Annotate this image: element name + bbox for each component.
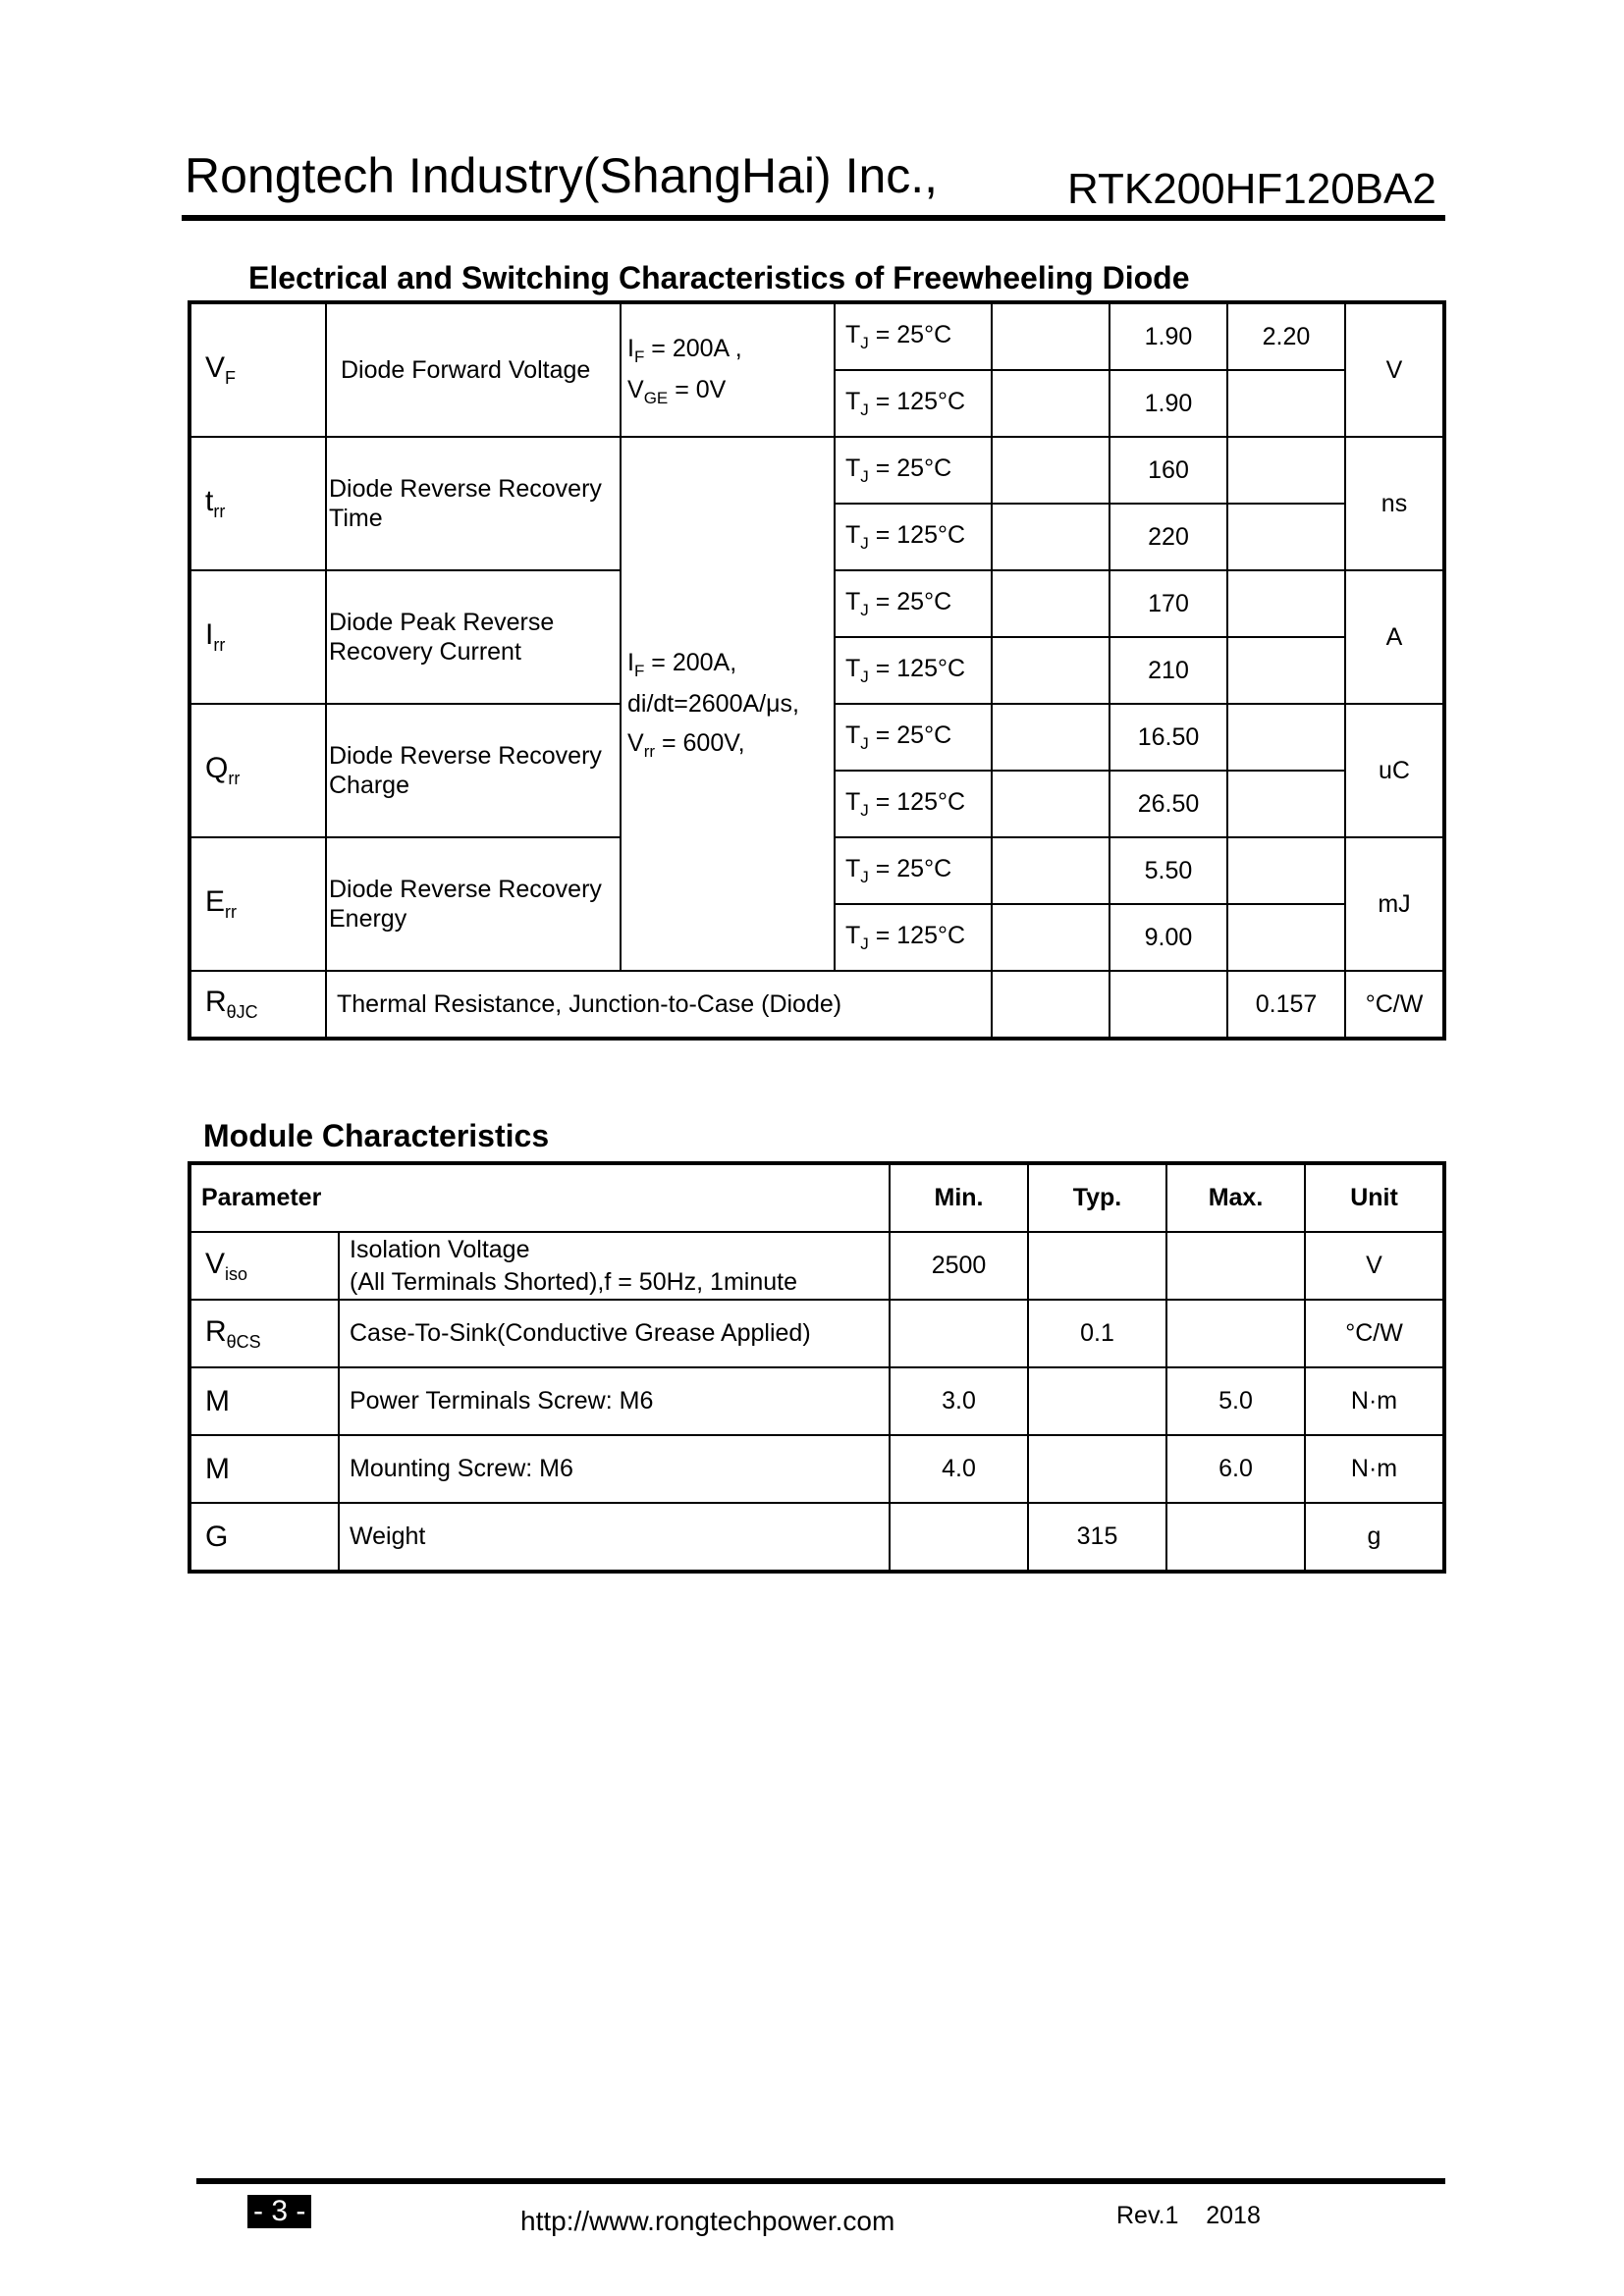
typ-cell: 315 [1028,1503,1166,1572]
tj-cell: $T_J = 25^\circ C$ [835,570,992,637]
max-cell: 2.20 [1227,302,1345,370]
max-cell: 6.0 [1166,1435,1305,1503]
module-characteristics-table [188,1161,1446,1574]
footer-divider [196,2178,1445,2184]
description-vf: Diode Forward Voltage [326,302,621,437]
model-number: RTK200HF120BA2 [1067,165,1436,213]
symbol-trr: $t_{rr}$ [189,437,326,570]
table-row [189,1300,1444,1367]
min-cell [992,904,1110,971]
diode-characteristics-table [188,300,1446,1041]
typ-cell: 160 [1110,437,1227,504]
table-header-row [189,1163,1444,1232]
min-cell [992,971,1110,1039]
max-cell: 0.157 [1227,971,1345,1039]
tj-cell: $T_J = 125^\circ C$ [835,771,992,837]
typ-cell: 16.50 [1110,704,1227,771]
header-unit: Unit [1305,1163,1444,1232]
symbol-m-power: M [189,1367,339,1435]
table-row [189,437,1444,504]
unit-irr: A [1345,570,1444,704]
table-row [189,1232,1444,1300]
unit-cell: N·m [1305,1435,1444,1503]
unit-cell: °C/W [1305,1300,1444,1367]
min-cell: 4.0 [890,1435,1028,1503]
symbol-vf: $V_F$ [189,302,326,437]
typ-cell: 1.90 [1110,302,1227,370]
unit-trr: ns [1345,437,1444,570]
unit-cell: g [1305,1503,1444,1572]
min-cell [890,1503,1028,1572]
max-cell [1227,704,1345,771]
typ-cell: 0.1 [1028,1300,1166,1367]
symbol-g: G [189,1503,339,1572]
min-cell [890,1300,1028,1367]
unit-qrr: uC [1345,704,1444,837]
min-cell: 3.0 [890,1367,1028,1435]
header-typ: Typ. [1028,1163,1166,1232]
description-irr: Diode Peak Reverse Recovery Current [326,570,621,704]
max-cell [1166,1503,1305,1572]
table-row [189,1435,1444,1503]
typ-cell: 1.90 [1110,370,1227,437]
page-number: - 3 - [247,2195,311,2228]
description-mounting-screw: Mounting Screw: M6 [339,1435,890,1503]
max-cell [1227,837,1345,904]
description-err: Diode Reverse Recovery Energy [326,837,621,971]
description-rthjc: Thermal Resistance, Junction-to-Case (Diode) [326,971,992,1039]
symbol-m-mounting: M [189,1435,339,1503]
table-row [189,302,1444,370]
unit-rthjc: °C/W [1345,971,1444,1039]
max-cell [1227,637,1345,704]
typ-cell: 220 [1110,504,1227,570]
typ-cell: 210 [1110,637,1227,704]
max-cell [1227,904,1345,971]
table-row [189,971,1444,1039]
min-cell [992,504,1110,570]
website-link[interactable]: http://www.rongtechpower.com [520,2206,895,2236]
min-cell [992,437,1110,504]
typ-cell [1110,971,1227,1039]
tj-cell: $T_J = 25^\circ C$ [835,302,992,370]
symbol-err: $E_{rr}$ [189,837,326,971]
typ-cell: 5.50 [1110,837,1227,904]
tj-cell: $T_J = 125^\circ C$ [835,904,992,971]
tj-cell: $T_J = 125^\circ C$ [835,504,992,570]
typ-cell: 170 [1110,570,1227,637]
min-cell [992,837,1110,904]
min-cell [992,771,1110,837]
table-row [189,1503,1444,1572]
company-name: Rongtech Industry(ShangHai) Inc., [185,148,939,203]
min-cell [992,637,1110,704]
description-power-screw: Power Terminals Screw: M6 [339,1367,890,1435]
typ-cell [1028,1367,1166,1435]
max-cell [1227,437,1345,504]
typ-cell: 26.50 [1110,771,1227,837]
header-max: Max. [1166,1163,1305,1232]
max-cell [1227,570,1345,637]
module-section-title: Module Characteristics [203,1118,550,1153]
unit-cell: N·m [1305,1367,1444,1435]
typ-cell [1028,1435,1166,1503]
diode-section-title: Electrical and Switching Characteristics of Freewheeling Diode [248,260,1190,295]
min-cell [992,302,1110,370]
typ-cell: 9.00 [1110,904,1227,971]
tj-cell: $T_J = 25^\circ C$ [835,704,992,771]
unit-err: mJ [1345,837,1444,971]
description-qrr: Diode Reverse Recovery Charge [326,704,621,837]
max-cell [1227,370,1345,437]
max-cell [1227,771,1345,837]
max-cell [1227,504,1345,570]
tj-cell: $T_J = 25^\circ C$ [835,837,992,904]
conditions-vf: $I_F = 200A$ , $V_{GE} = 0V$ [621,302,835,437]
max-cell [1166,1300,1305,1367]
unit-cell: V [1305,1232,1444,1300]
symbol-qrr: $Q_{rr}$ [189,704,326,837]
symbol-viso: $V_{iso}$ [189,1232,339,1300]
table-row [189,1367,1444,1435]
description-weight: Weight [339,1503,890,1572]
typ-cell [1028,1232,1166,1300]
tj-cell: $T_J = 125^\circ C$ [835,370,992,437]
symbol-rthjc: $R_{\theta JC}$ [189,971,326,1039]
tj-cell: $T_J = 125^\circ C$ [835,637,992,704]
symbol-irr: $I_{rr}$ [189,570,326,704]
description-rthcs: Case-To-Sink(Conductive Grease Applied) [339,1300,890,1367]
header-parameter: Parameter [189,1163,890,1232]
header-min: Min. [890,1163,1028,1232]
min-cell [992,704,1110,771]
description-viso: Isolation Voltage (All Terminals Shorted),f = 50Hz, 1minute [339,1232,890,1300]
min-cell: 2500 [890,1232,1028,1300]
max-cell [1166,1232,1305,1300]
symbol-rthcs: $R_{\theta CS}$ [189,1300,339,1367]
conditions-switching: $I_F = 200A$, di/dt=2600A/μs, $V_{rr} = 600V$, [621,437,835,971]
unit-vf: V [1345,302,1444,437]
revision-info: Rev.1 2018 [1116,2202,1261,2229]
min-cell [992,370,1110,437]
max-cell: 5.0 [1166,1367,1305,1435]
description-trr: Diode Reverse Recovery Time [326,437,621,570]
tj-cell: $T_J = 25^\circ C$ [835,437,992,504]
header-divider [182,215,1445,221]
min-cell [992,570,1110,637]
